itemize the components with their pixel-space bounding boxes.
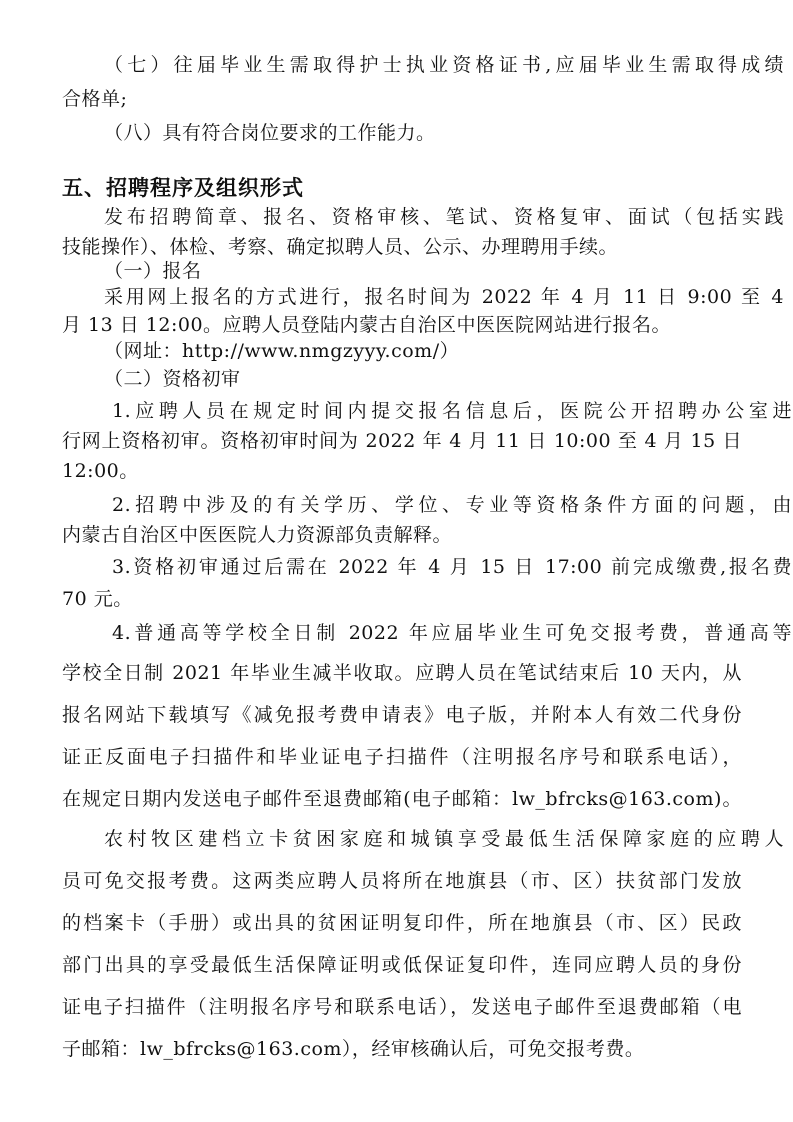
poverty-exemption-line-6: 子邮箱：lw_bfrcks@163.com），经审核确认后，可免交报考费。 [62, 1038, 645, 1060]
review-item-4: 4.普通高等学校全日制 2022 年应届毕业生可免交报考费，普通高等 [112, 622, 792, 644]
review-item-3-continued: 70 元。 [62, 588, 133, 610]
review-item-1: 1.应聘人员在规定时间内提交报名信息后，医院公开招聘办公室进 [112, 400, 792, 422]
poverty-exemption-line-4: 部门出具的享受最低生活保障证明或低保证复印件，连同应聘人员的身份 [62, 954, 742, 976]
section-intro-continued: 技能操作）、体检、考察、确定拟聘人员、公示、办理聘用手续。 [62, 236, 619, 258]
item-7-text: （七）往届毕业生需取得护士执业资格证书,应届毕业生需取得成绩 [104, 54, 784, 76]
review-item-4-line-2: 学校全日制 2021 年毕业生减半收取。应聘人员在笔试结束后 10 天内，从 [62, 662, 742, 684]
review-item-4-line-3: 报名网站下载填写《减免报考费申请表》电子版，并附本人有效二代身份 [62, 704, 742, 726]
registration-text: 采用网上报名的方式进行，报名时间为 2022 年 4 月 11 日 9:00 至 4 [104, 286, 784, 308]
poverty-exemption-line-5: 证电子扫描件（注明报名序号和联系电话），发送电子邮件至退费邮箱（电 [62, 996, 742, 1018]
review-item-2-continued: 内蒙古自治区中医医院人力资源部负责解释。 [62, 524, 453, 546]
registration-text-continued: 月 13 日 12:00。应聘人员登陆内蒙古自治区中医医院网站进行报名。 [62, 314, 672, 336]
poverty-exemption-paragraph: 农村牧区建档立卡贫困家庭和城镇享受最低生活保障家庭的应聘人 [104, 828, 784, 850]
review-item-1-end: 12:00。 [62, 460, 139, 482]
poverty-exemption-line-2: 员可免交报考费。这两类应聘人员将所在地旗县（市、区）扶贫部门发放 [62, 870, 742, 892]
subsection-title-registration: （一）报名 [104, 260, 202, 282]
review-item-2: 2.招聘中涉及的有关学历、学位、专业等资格条件方面的问题，由 [112, 494, 792, 516]
review-item-4-line-5: 在规定日期内发送电子邮件至退费邮箱(电子邮箱：lw_bfrcks@163.com)。 [62, 788, 742, 810]
review-item-1-continued: 行网上资格初审。资格初审时间为 2022 年 4 月 11 日 10:00 至 4 月 15 日 [62, 430, 742, 452]
section-heading: 五、招聘程序及组织形式 [62, 176, 304, 200]
review-item-3: 3.资格初审通过后需在 2022 年 4 月 15 日 17:00 前完成缴费,报名费 [112, 556, 792, 578]
poverty-exemption-line-3: 的档案卡（手册）或出具的贫困证明复印件，所在地旗县（市、区）民政 [62, 912, 742, 934]
item-7-text-continued: 合格单; [62, 88, 128, 110]
item-8-text: （八）具有符合岗位要求的工作能力。 [104, 122, 436, 144]
section-intro: 发布招聘简章、报名、资格审核、笔试、资格复审、面试（包括实践 [104, 206, 784, 228]
registration-url: （网址：http://www.nmgzyyy.com/） [104, 340, 460, 362]
subsection-title-review: （二）资格初审 [104, 368, 241, 390]
review-item-4-line-4: 证正反面电子扫描件和毕业证电子扫描件（注明报名序号和联系电话）， [62, 746, 742, 768]
